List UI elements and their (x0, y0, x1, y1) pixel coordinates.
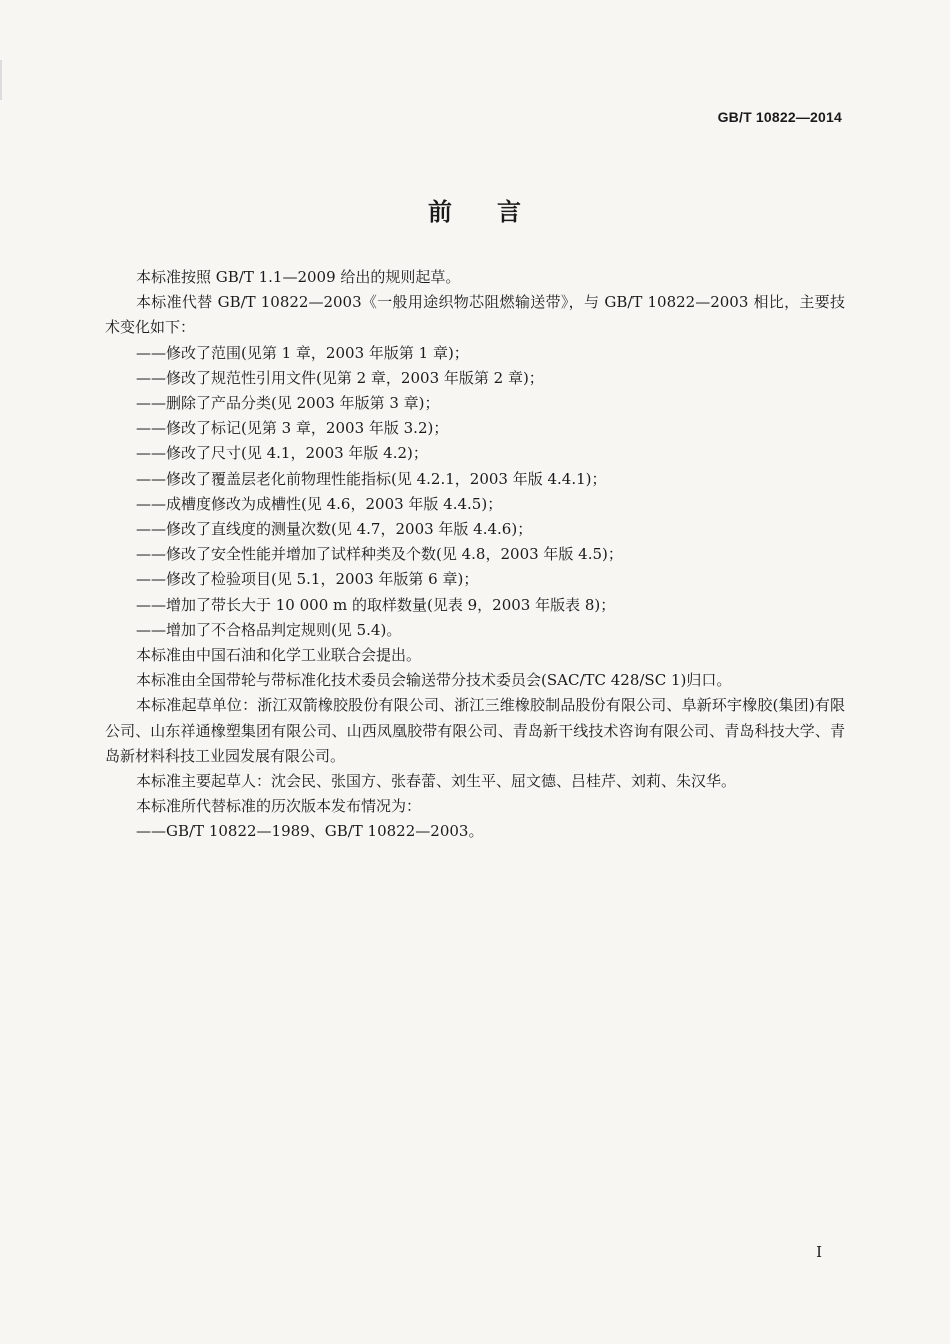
list-item: ——修改了覆盖层老化前物理性能指标(见 4.2.1，2003 年版 4.4.1)； (136, 469, 607, 488)
list-item: ——修改了直线度的测量次数(见 4.7，2003 年版 4.4.6)； (136, 520, 533, 539)
list-item: ——修改了检验项目(见 5.1，2003 年版第 6 章)； (136, 570, 479, 589)
scan-margin-mark (0, 60, 2, 100)
list-item: ——修改了尺寸(见 4.1，2003 年版 4.2)； (136, 444, 428, 463)
paragraph-proposer: 本标准由中国石油和化学工业联合会提出。 (136, 646, 422, 665)
standard-number: GB/T 10822—2014 (717, 109, 842, 125)
page-title (0, 192, 950, 227)
list-item: ——修改了安全性能并增加了试样种类及个数(见 4.8，2003 年版 4.5)； (136, 545, 623, 564)
list-item: ——删除了产品分类(见 2003 年版第 3 章)； (136, 394, 440, 413)
history-item: ——GB/T 10822—1989、GB/T 10822—2003。 (136, 822, 484, 841)
title-char-2: 言 (497, 198, 522, 226)
list-item: ——增加了不合格品判定规则(见 5.4)。 (136, 620, 402, 639)
paragraph-drafting-rules: 本标准按照 GB/T 1.1—2009 给出的规则起草。 (136, 268, 461, 286)
list-item: ——修改了规范性引用文件(见第 2 章，2003 年版第 2 章)； (136, 368, 544, 387)
paragraph-history: 本标准所代替标准的历次版本发布情况为： (136, 797, 422, 816)
page-number: I (816, 1243, 822, 1261)
foreword-body (105, 265, 845, 845)
list-item: ——修改了标记(见第 3 章，2003 年版 3.2)； (136, 419, 449, 438)
paragraph-replacement: 本标准代替 GB/T 10822—2003《一般用途织物芯阻燃输送带》，与 GB/T 10822—2003 相比，主要技术变化如下： (105, 293, 845, 337)
list-item: ——修改了范围(见第 1 章，2003 年版第 1 章)； (136, 343, 469, 362)
paragraph-drafting-units: 本标准起草单位：浙江双箭橡胶股份有限公司、浙江三维橡胶制品股份有限公司、阜新环宇橡胶(集团)有限公司、山东祥通橡塑集团有限公司、山西凤凰胶带有限公司、青岛新干线技术咨询有限公司、青岛科技大学、青岛新材料科技工业园发展有限公司。 (105, 696, 845, 765)
paragraph-committee: 本标准由全国带轮与带标准化技术委员会输送带分技术委员会(SAC/TC 428/SC 1)归口。 (136, 671, 732, 690)
list-item: ——增加了带长大于 10 000 m 的取样数量(见表 9，2003 年版表 8)； (136, 595, 616, 614)
paragraph-drafters: 本标准主要起草人：沈会民、张国方、张春蕾、刘生平、屈文德、吕桂芹、刘莉、朱汉华。 (136, 772, 737, 791)
list-item: ——成槽度修改为成槽性(见 4.6，2003 年版 4.4.5)； (136, 494, 503, 513)
title-char-1: 前 (428, 198, 453, 226)
